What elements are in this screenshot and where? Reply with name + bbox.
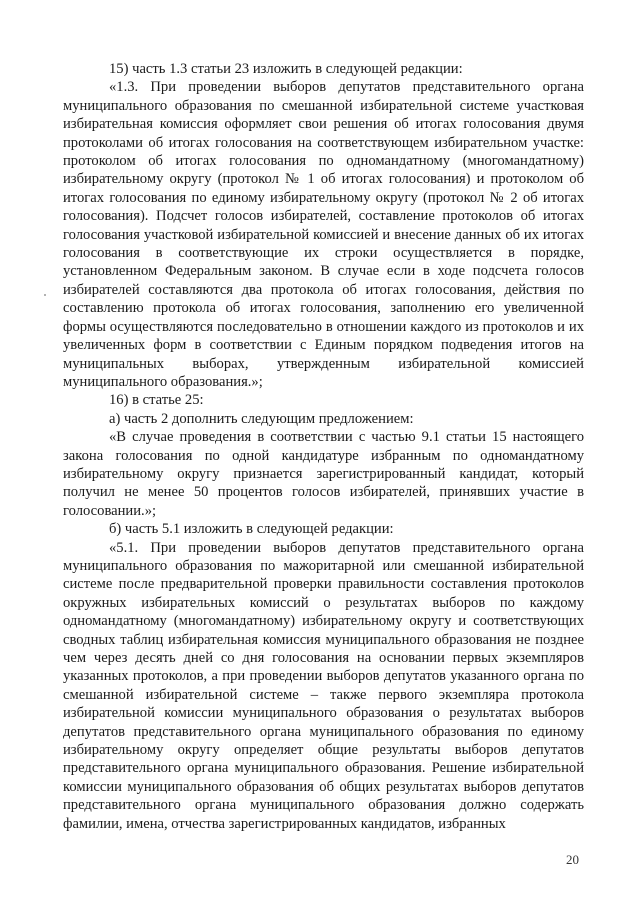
paragraph-item-15: 15) часть 1.3 статьи 23 изложить в следующей редакции: <box>109 61 463 77</box>
paragraph-subitem-b: б) часть 5.1 изложить в следующей редакции: <box>109 521 394 538</box>
paragraph-subitem-a: а) часть 2 дополнить следующим предложением: <box>109 410 414 427</box>
document-body <box>63 60 584 833</box>
paragraph-part-1-3: «1.3. При проведении выборов депутатов представительного органа муниципального образования по смешанной избирательной системе участковая избирательная комиссия оформляет свои решения об итогах голосования двумя протоколами об итогах голосования на соответствующем избирательном участке: протоколом об итогах голосования по одномандатному (многомандатному) избирательному округу (протокол № 1 об итогах голосования) и протоколом об итогах голосования по единому избирательному округу (протокол № 2 об итогах голосования). Подсчет голосов избирателей, составление протоколов об итогах голосования участковой избирательной комиссией и внесение данных об их итогах голосования в соответствующие их строки осуществляется в порядке, установленном Федеральным законом. В случае если в ходе подсчета голосов избирателей составляются два протокола об итогах голосования, действия по составлению протокола об итогах голосования, заполнению его увеличенной формы осуществляются последовательно в отношении каждого из протоколов и их увеличенных форм в соответствии с Единым порядком подведения итогов на муниципальных выборах, утвержденным избирательной комиссией муниципального образования.»; <box>63 79 584 390</box>
paragraph-part-5-1: «5.1. При проведении выборов депутатов представительного органа муниципального образования по мажоритарной или смешанной избирательной системе после предварительной проверки правильности составления протоколов окружных избирательных комиссий о результатах выборов по каждому одномандатному (многомандатному) избирательному округу и соответствующих сводных таблиц избирательная комиссия муниципального образования не позднее чем через десять дней со дня голосования на основании первых экземпляров указанных протоколов, а при проведении выборов депутатов указанного органа по смешанной избирательной системе – также первого экземпляра протокола избирательной комиссии муниципального образования о результатах выборов депутатов представительного органа муниципального образования по единому избирательному округу определяет общие результаты выборов депутатов представительного органа муниципального образования. Решение избирательной комиссии муниципального образования об общих результатах выборов депутатов представительного органа муниципального образования должно содержать фамилии, имена, отчества зарегистрированных кандидатов, избранных <box>63 539 584 832</box>
paragraph-item-16: 16) в статье 25: <box>109 392 204 409</box>
margin-dot <box>44 294 46 296</box>
paragraph-quote-single-candidate: «В случае проведения в соответствии с частью 9.1 статьи 15 настоящего закона голосования по одной кандидатуре избранным по одномандатному избирательному округу признается зарегистрированный кандидат, который получил не менее 50 процентов голосов избирателей, принявших участие в голосовании.»; <box>63 429 584 519</box>
page-number: 20 <box>566 852 579 867</box>
